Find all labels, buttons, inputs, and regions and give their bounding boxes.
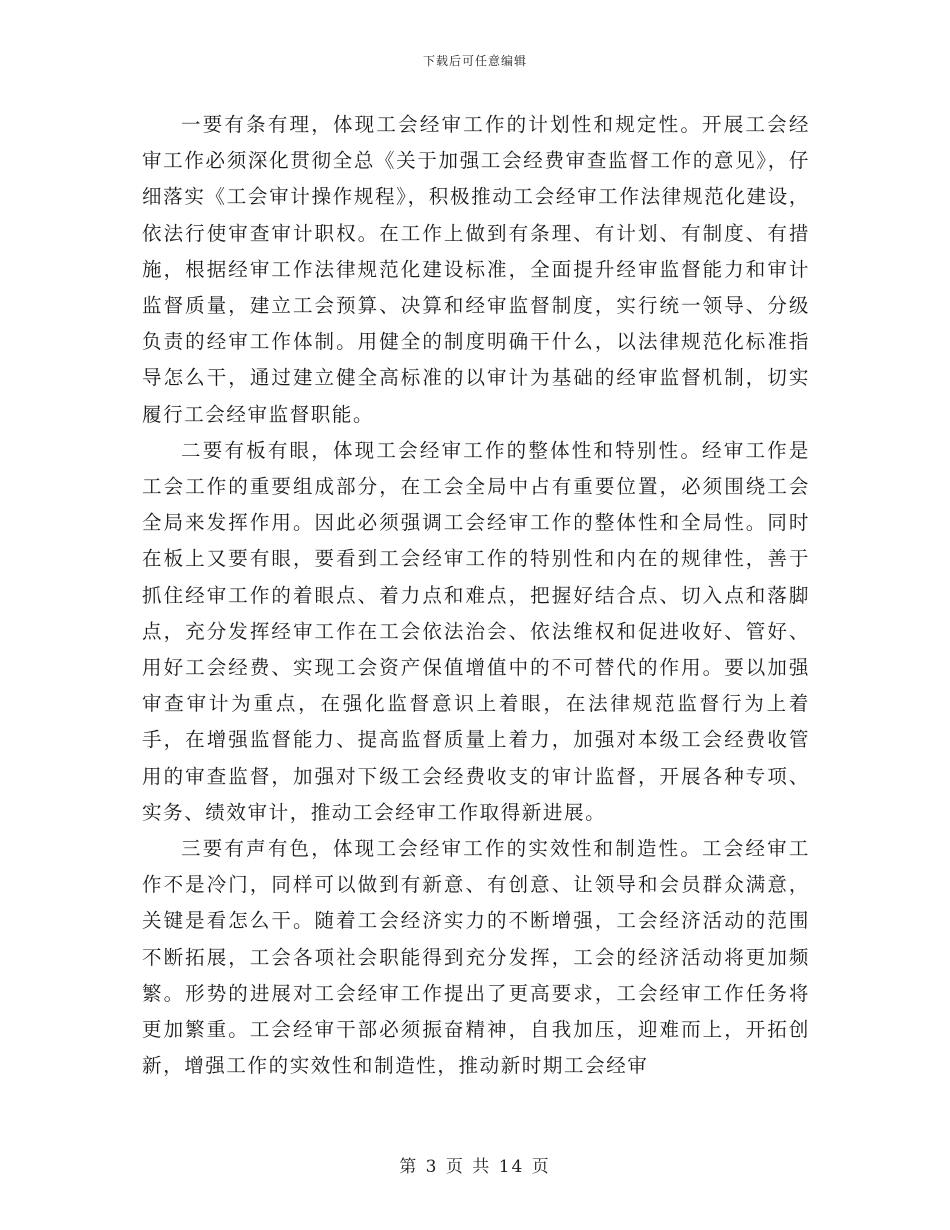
paragraph-2: 二要有板有眼，体现工会经审工作的整体性和特别性。经审工作是工会工作的重要组成部分，在工会全局中占有重要位置，必须围绕工会全局来发挥作用。因此必须强调工会经审工作的整体性和全局性。同时在板上又要有眼，要看到工会经审工作的特别性和内在的规律性，善于抓住经审工作的着眼点、着力点和难点，把握好结合点、切入点和落脚点，充分发挥经审工作在工会依法治会、依法维权和促进收好、管好、用好工会经费、实现工会资产保值增值中的不可替代的作用。要以加强审查审计为重点，在强化监督意识上着眼，在法律规范监督行为上着手，在增强监督能力、提高监督质量上着力，加强对本级工会经费收管用的审查监督，加强对下级工会经费收支的审计监督，开展各种专项、实务、绩效审计，推动工会经审工作取得新进展。 — [142, 438, 810, 824]
page-header: 下载后可任意编辑 — [422, 54, 527, 68]
paragraph-1: 一要有条有理，体现工会经审工作的计划性和规定性。开展工会经审工作必须深化贯彻全总《关于加强工会经费审查监督工作的意见》，仔细落实《工会审计操作规程》，积极推动工会经审工作法律规范化建设，依法行使审查审计职权。在工作上做到有条理、有计划、有制度、有措施，根据经审工作法律规范化建设标准，全面提升经审监督能力和审计监督质量，建立工会预算、决算和经审监督制度，实行统一领导、分级负责的经审工作体制。用健全的制度明确干什么，以法律规范化标准指导怎么干，通过建立健全高标准的以审计为基础的经审监督机制，切实履行工会经审监督职能。 — [142, 113, 810, 426]
paragraph-3: 三要有声有色，体现工会经审工作的实效性和制造性。工会经审工作不是冷门，同样可以做到有新意、有创意、让领导和会员群众满意，关键是看怎么干。随着工会经济实力的不断增强，工会经济活动的范围不断拓展，工会各项社会职能得到充分发挥，工会的经济活动将更加频繁。形势的进展对工会经审工作提出了更高要求，工会经审工作任务将更加繁重。工会经审干部必须振奋精神，自我加压，迎难而上，开拓创新，增强工作的实效性和制造性，推动新时期工会经审 — [142, 837, 810, 1078]
page-footer: 第 3 页 共 14 页 — [399, 1157, 551, 1177]
document-body — [142, 107, 810, 1084]
